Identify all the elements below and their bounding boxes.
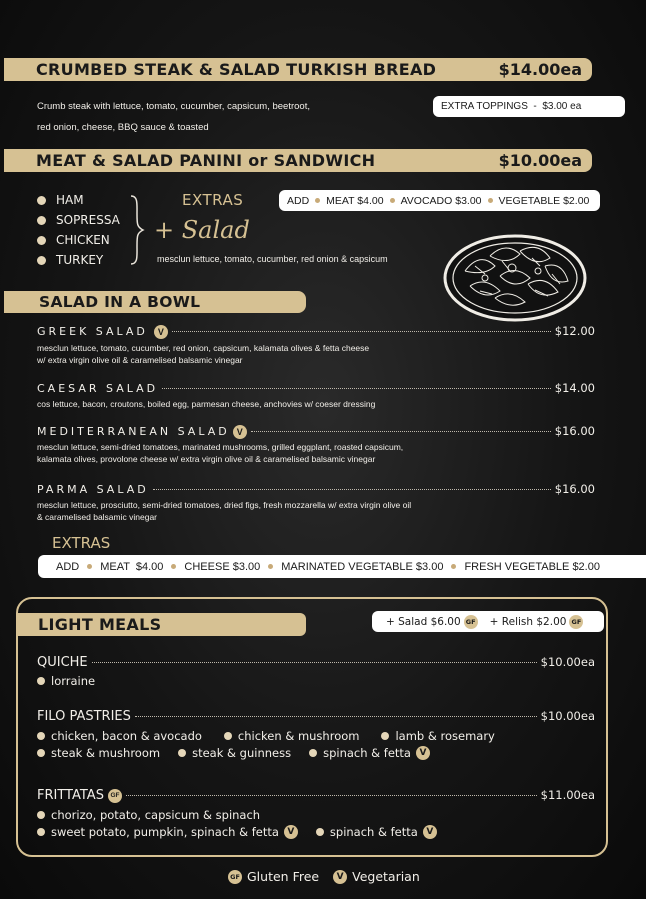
dot-icon (171, 564, 176, 569)
turkish-bread-title: CRUMBED STEAK & SALAD TURKISH BREAD (36, 60, 437, 79)
curly-brace-icon (128, 194, 146, 266)
bullet-icon (37, 677, 45, 685)
bullet-icon (37, 828, 45, 836)
frittatas-options-row1: chorizo, potato, capsicum & spinach (37, 808, 278, 822)
list-item: TURKEY (37, 250, 120, 270)
bullet-icon (37, 236, 46, 245)
bullet-icon (37, 732, 45, 740)
dot-leader (172, 331, 551, 332)
dot-icon (315, 198, 320, 203)
frittatas-options-row2: sweet potato, pumpkin, spinach & fetta V spinach & fetta V (37, 825, 455, 839)
salad-row-greek: GREEK SALAD V $12.00 (37, 324, 595, 338)
salad-bowl-illustration (440, 226, 590, 326)
dot-leader (135, 716, 537, 717)
turkish-bread-description: Crumb steak with lettuce, tomato, cucumber, capsicum, beetroot, red onion, cheese, BBQ sauce & toasted (37, 101, 310, 133)
bullet-icon (178, 749, 186, 757)
light-meals-title: LIGHT MEALS (38, 615, 162, 634)
vegetarian-icon: V (154, 325, 168, 339)
dot-icon (451, 564, 456, 569)
filo-options-row1: chicken, bacon & avocado chicken & mushroom lamb & rosemary (37, 729, 513, 743)
light-meal-row-filo: FILO PASTRIES $10.00ea (37, 709, 595, 724)
salad-row-caesar: CAESAR SALAD $14.00 (37, 381, 595, 395)
mediterranean-salad-description: mesclun lettuce, semi-dried tomatoes, marinated mushrooms, grilled eggplant, roasted capsicum, kalamata olives, provolone cheese w/ extra virgin olive oil & caramelised balsamic vinegar (37, 442, 404, 464)
salad-extras-label: EXTRAS (52, 534, 111, 552)
salad-row-parma: PARMA SALAD $16.00 (37, 482, 595, 496)
bullet-icon (37, 216, 46, 225)
gluten-free-icon: GF (569, 615, 583, 629)
gluten-free-icon: GF (108, 789, 122, 803)
extra-toppings-pill: EXTRA TOPPINGS - $3.00 ea (433, 96, 625, 117)
panini-header (4, 149, 592, 172)
bullet-icon (309, 749, 317, 757)
dot-icon (87, 564, 92, 569)
panini-salad-description: mesclun lettuce, tomato, cucumber, red onion & capsicum (157, 254, 388, 264)
salad-bowl-header (4, 291, 306, 313)
caesar-salad-description: cos lettuce, bacon, croutons, boiled egg, parmesan cheese, anchovies w/ coeser dressing (37, 399, 376, 409)
dot-leader (126, 795, 537, 796)
vegetarian-icon: V (416, 746, 430, 760)
salad-add-bar: ADD MEAT $4.00 CHEESE $3.00 MARINATED VEGETABLE $3.00 FRESH VEGETABLE $2.00 (38, 555, 646, 578)
vegetarian-icon: V (284, 825, 298, 839)
panini-extras-label: EXTRAS (182, 191, 244, 209)
salad-row-mediterranean: MEDITERRANEAN SALAD V $16.00 (37, 424, 595, 438)
panini-add-bar: ADD MEAT $4.00 AVOCADO $3.00 VEGETABLE $2.00 (279, 190, 600, 211)
vegetarian-icon: V (423, 825, 437, 839)
turkish-bread-price: $14.00ea (498, 60, 582, 79)
bullet-icon (37, 811, 45, 819)
light-meal-row-quiche: QUICHE $10.00ea (37, 655, 595, 670)
list-item: CHICKEN (37, 230, 120, 250)
quiche-options: lorraine (37, 674, 113, 688)
panini-salad-label: + Salad (154, 216, 250, 244)
panini-price: $10.00ea (498, 151, 582, 170)
panini-title: MEAT & SALAD PANINI or SANDWICH (36, 151, 376, 170)
salad-bowl-title: SALAD IN A BOWL (39, 293, 201, 311)
light-meals-header (18, 613, 306, 636)
vegetarian-icon: V (333, 870, 347, 884)
list-item: SOPRESSA (37, 210, 120, 230)
bullet-icon (37, 749, 45, 757)
dot-leader (162, 388, 551, 389)
legend: GF Gluten Free V Vegetarian (228, 869, 420, 884)
vegetarian-icon: V (233, 425, 247, 439)
bullet-icon (37, 256, 46, 265)
parma-salad-description: mesclun lettuce, prosciutto, semi-dried tomatoes, dried figs, fresh mozzarella w/ extra virgin olive oil & caramelised balsamic vinegar (37, 500, 412, 522)
bullet-icon (224, 732, 232, 740)
bullet-icon (381, 732, 389, 740)
dot-leader (251, 431, 551, 432)
list-item: HAM (37, 190, 120, 210)
panini-meat-list (37, 190, 120, 270)
filo-options-row2: steak & mushroom steak & guinness spinach & fetta V (37, 746, 448, 760)
dot-icon (488, 198, 493, 203)
dot-icon (268, 564, 273, 569)
light-meals-addons: + Salad $6.00 GF + Relish $2.00 GF (372, 611, 604, 632)
gluten-free-icon: GF (228, 870, 242, 884)
gluten-free-icon: GF (464, 615, 478, 629)
bullet-icon (316, 828, 324, 836)
light-meal-row-frittatas: FRITTATAS GF $11.00ea (37, 788, 595, 803)
dot-leader (92, 662, 537, 663)
bullet-icon (37, 196, 46, 205)
greek-salad-description: mesclun lettuce, tomato, cucumber, red onion, capsicum, kalamata olives & fetta cheese w/ extra virgin olive oil & caramelised balsamic vinegar (37, 343, 370, 365)
dot-leader (153, 489, 551, 490)
dot-icon (390, 198, 395, 203)
turkish-bread-header (4, 58, 592, 81)
